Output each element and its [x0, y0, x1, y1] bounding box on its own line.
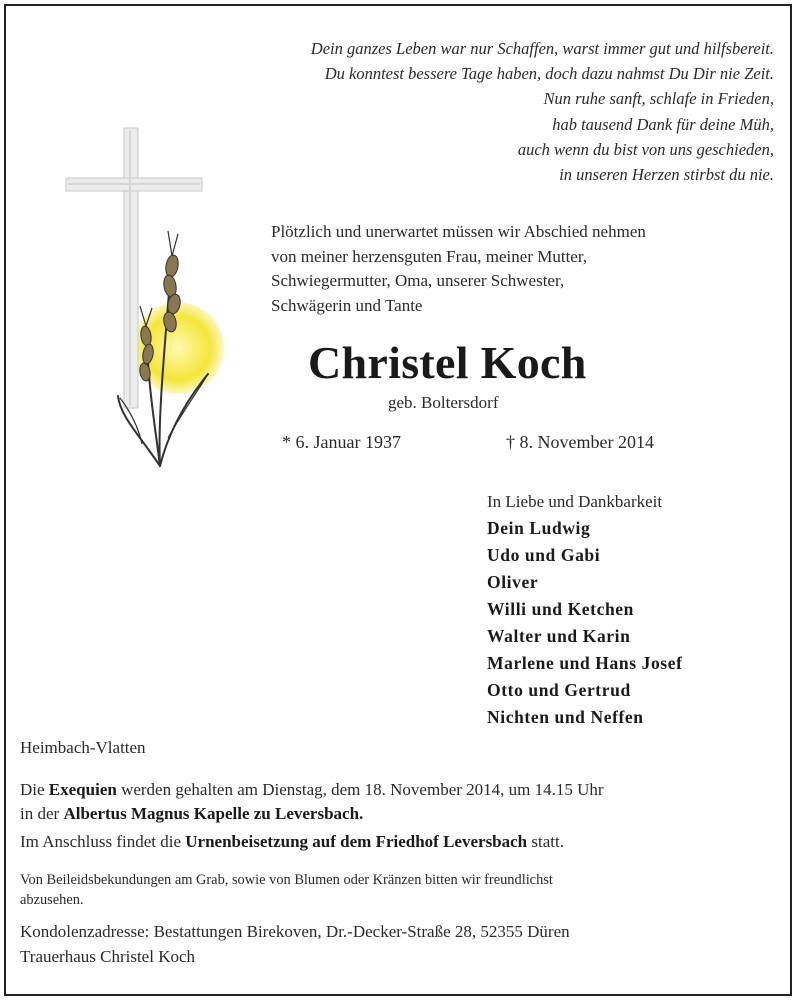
family-member: Walter und Karin — [487, 626, 631, 646]
death-date: † 8. November 2014 — [506, 432, 654, 452]
exequien-line-1 — [20, 778, 780, 802]
exequien-info — [20, 778, 780, 826]
text-segment-bold: Exequien — [48, 780, 117, 799]
family-member: Dein Ludwig — [487, 518, 591, 538]
poem-line: Nun ruhe sanft, schlafe in Frieden, — [543, 89, 774, 109]
condolence-note — [20, 870, 780, 910]
urn-burial-info — [20, 832, 564, 852]
deceased-name: Christel Koch — [308, 337, 587, 388]
poem-line: auch wenn du bist von uns geschieden, — [517, 139, 774, 159]
birth-date: * 6. Januar 1937 — [282, 432, 401, 452]
family-member: Nichten und Neffen — [487, 707, 644, 727]
text-segment-bold: Urnenbeisetzung auf dem Friedhof Leversbach — [185, 832, 528, 851]
address-line: Kondolenzadresse: Bestattungen Birekoven, Dr.-Decker-Straße 28, 52355 Düren — [20, 922, 570, 941]
intro-line: Schwägerin und Tante — [271, 295, 423, 315]
family-list — [487, 488, 787, 731]
poem-line: Dein ganzes Leben war nur Schaffen, warst immer gut und hilfsbereit. — [310, 39, 774, 58]
family-heading: In Liebe und Dankbarkeit — [487, 492, 663, 511]
cross-wheat-sun-icon — [60, 126, 250, 476]
address-line: Trauerhaus Christel Koch — [20, 946, 196, 966]
poem-line: Du konntest bessere Tage haben, doch dazu nahmst Du Dir nie Zeit. — [324, 64, 774, 84]
place-name: Heimbach-Vlatten — [20, 738, 146, 757]
family-member: Willi und Ketchen — [487, 599, 634, 619]
text-segment: statt. — [527, 832, 564, 851]
condolence-address — [20, 920, 780, 969]
text-segment: Im Anschluss findet die — [20, 832, 186, 851]
family-member: Oliver — [487, 572, 539, 592]
poem-line: in unseren Herzen stirbst du nie. — [559, 165, 774, 185]
intro-text — [271, 220, 771, 318]
maiden-name: geb. Boltersdorf — [388, 393, 499, 412]
note-line: Von Beileidsbekundungen am Grab, sowie von Blumen oder Kränzen bitten wir freundlichst — [20, 872, 553, 888]
family-member: Marlene und Hans Josef — [487, 653, 683, 673]
note-line: abzusehen. — [20, 892, 84, 908]
text-segment: werden gehalten am Dienstag, dem 18. November 2014, um 14.15 Uhr — [116, 780, 604, 799]
intro-line: Plötzlich und unerwartet müssen wir Abschied nehmen — [271, 222, 646, 241]
intro-line: von meiner herzensguten Frau, meiner Mutter, — [271, 246, 588, 266]
exequien-line-2 — [20, 802, 780, 826]
text-segment: in der — [20, 804, 64, 823]
family-member: Otto und Gertrud — [487, 680, 631, 700]
poem-line: hab tausend Dank für deine Müh, — [552, 114, 774, 134]
text-segment: Die — [20, 780, 49, 799]
intro-line: Schwiegermutter, Oma, unserer Schwester, — [271, 271, 565, 291]
text-segment-bold: Albertus Magnus Kapelle zu Leversbach. — [63, 804, 364, 823]
family-member: Udo und Gabi — [487, 545, 601, 565]
